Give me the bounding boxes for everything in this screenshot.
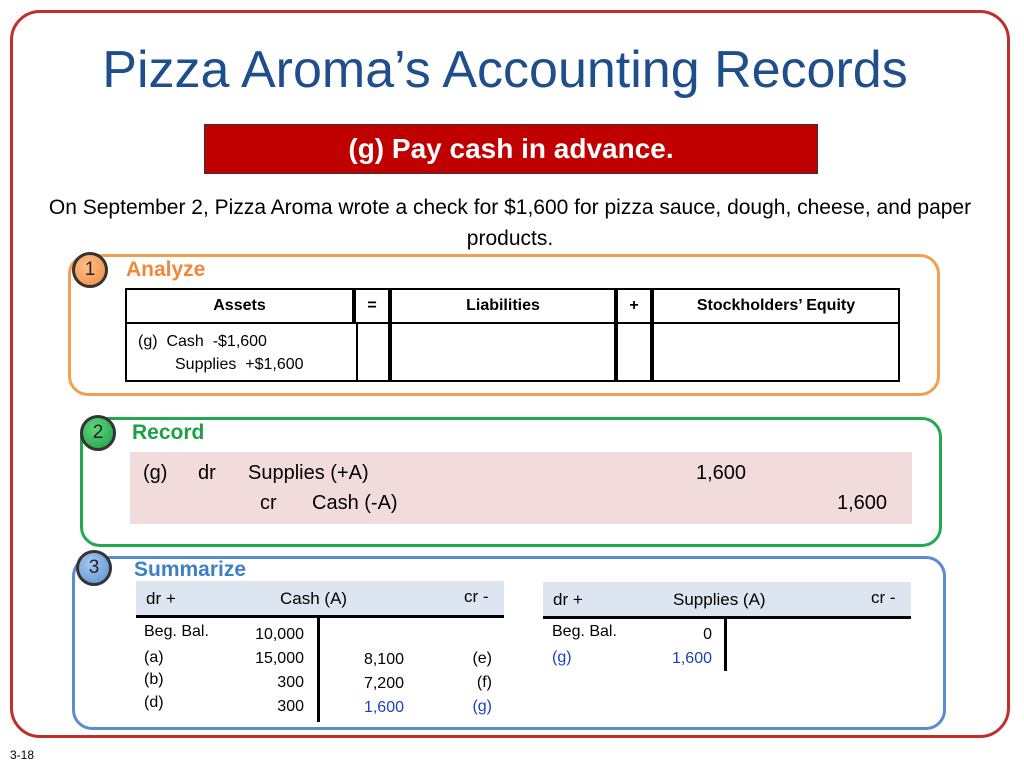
summarize-label: Summarize: [134, 558, 247, 581]
plus-sign: +: [616, 288, 652, 324]
cash-t-topline: [136, 615, 504, 618]
analyze-label: Analyze: [126, 258, 206, 281]
supplies-debit-amount: 1,600: [671, 650, 712, 667]
equity-cell: [652, 322, 900, 382]
step-2-badge: 2: [80, 415, 116, 451]
transaction-banner: (g) Pay cash in advance.: [204, 124, 818, 174]
cash-credit-amount: 1,600: [363, 699, 404, 716]
supplies-dr-label: dr +: [553, 590, 583, 609]
supplies-debit-amount: 0: [703, 626, 712, 643]
page-number: 3-18: [10, 748, 35, 762]
cash-t-header: [136, 581, 504, 615]
cash-dr-label: dr +: [146, 589, 176, 608]
cash-t-divider: [317, 618, 320, 722]
slide-title: Pizza Aroma’s Accounting Records: [102, 41, 908, 99]
cash-debit-label: (d): [144, 694, 164, 711]
cash-debit-amount: 300: [277, 698, 304, 715]
cash-debit-amount: 10,000: [255, 626, 304, 643]
cash-debit-label: (a): [144, 649, 164, 666]
supplies-t-divider: [724, 619, 727, 671]
record-label: Record: [132, 421, 205, 444]
cash-credit-label: (g): [472, 698, 492, 715]
cash-credit-label: (e): [472, 650, 492, 667]
journal-cr: cr: [260, 492, 277, 514]
assets-cell: [125, 322, 358, 382]
cash-debit-amount: 300: [277, 674, 304, 691]
cash-debit-amount: 15,000: [255, 650, 304, 667]
supplies-debit-label: (g): [552, 649, 572, 666]
cash-credit-label: (f): [476, 674, 492, 691]
equals-sign: =: [354, 288, 390, 324]
journal-dr-account: Supplies (+A): [248, 462, 369, 484]
supplies-cr-label: cr -: [871, 588, 896, 607]
step-3-badge: 3: [76, 550, 112, 586]
cash-debit-label: Beg. Bal.: [144, 623, 209, 640]
journal-cr-amount: 1,600: [837, 492, 888, 514]
supplies-debit-label: Beg. Bal.: [552, 623, 617, 640]
cash-cr-label: cr -: [464, 587, 489, 606]
supplies-t-topline: [543, 616, 911, 619]
journal-dr-amount: 1,600: [696, 462, 747, 484]
journal-dr: dr: [198, 462, 216, 484]
transaction-description: On September 2, Pizza Aroma wrote a check for $1,600 for pizza sauce, dough, cheese, and paper products.: [48, 196, 972, 250]
assets-line-supplies: Supplies +$1,600: [175, 356, 304, 373]
supplies-t-header: [543, 582, 911, 616]
cash-credit-amount: 8,100: [363, 651, 404, 668]
journal-cr-account: Cash (-A): [312, 492, 398, 514]
assets-line-cash: (g) Cash -$1,600: [138, 333, 267, 350]
cash-account-title: Cash (A): [280, 589, 348, 608]
journal-ref: (g): [143, 462, 168, 484]
supplies-account-title: Supplies (A): [673, 590, 766, 609]
cash-debit-label: (b): [144, 671, 164, 688]
journal-entry: [130, 452, 912, 524]
liabilities-cell: [390, 322, 616, 382]
equity-header: Stockholders’ Equity: [652, 288, 900, 324]
cash-credit-amount: 7,200: [363, 675, 404, 692]
step-1-badge: 1: [72, 252, 108, 288]
liabilities-header: Liabilities: [390, 288, 616, 324]
equals-cell: [356, 322, 390, 382]
plus-cell: [616, 322, 652, 382]
assets-header: Assets: [125, 288, 354, 324]
